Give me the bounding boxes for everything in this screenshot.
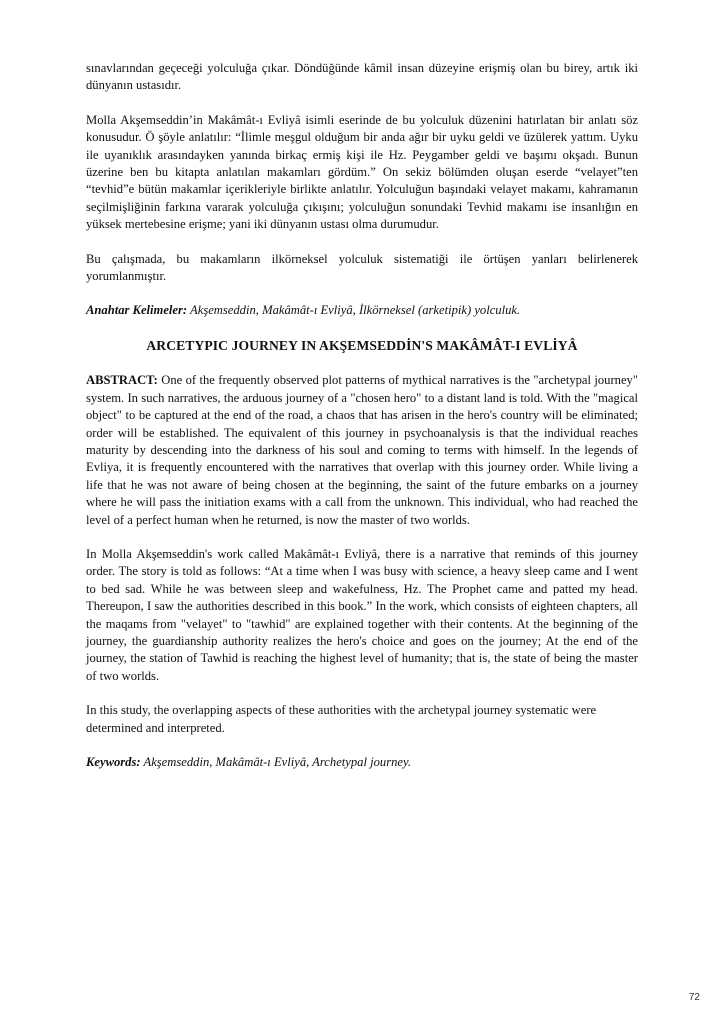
- english-paragraph-narrative: In Molla Akşemseddin's work called Makâmât-ı Evliyâ, there is a narrative that reminds of this journey order. The story is told as follows: “At a time when I was busy with science, a heavy sleep came and I went to bed sad. While he was between sleep and wakefulness, Hz. The Prophet came and patted my head. Thereupon, I saw the authorities described in this book.” In the work, which consists of eighteen chapters, all the maqams from "velayet" to "tawhid" are explained together with their contents. At the beginning of the journey, the guardianship authority realizes the hero's choice and goes on the journey; At the end of the journey, the station of Tawhid is reaching the highest level of humanity; that is, the state of being the master of two worlds.: [86, 546, 638, 683]
- turkish-paragraph-continuation: sınavlarından geçeceği yolculuğa çıkar. Döndüğünde kâmil insan düzeyine erişmiş olan bu birey, artık iki dünyanın ustasıdır.: [86, 61, 638, 93]
- turkish-paragraph-narrative: Molla Akşemseddin’in Makâmât-ı Evliyâ isimli eserinde de bu yolculuk düzenini hatırlatan bir anlatı söz konusudur. Ö şöyle anlatılır: “İlimle meşgul olduğum bir anda ağır bir uyku geldi ve üzülerek yattım. Uyku ile uyanıklık arasındayken yanında birkaç ermiş kişi ile Hz. Peygamber geldi ve başımı okşadı. Bunun üzerine ben bu kitapta anlatılan makamları gördüm.” On sekiz bölümden oluşan eserde “velayet”ten “tevhid”e bütün makamlar içerikleriyle birlikte anlatılır. Yolculuğun başındaki velayet makamı, kahramanın seçilmişliğinin farkına vararak yolculuğa çıkışını; yolculuğun sonundaki Tevhid makamı ise insanlığın en yüksek mertebesine erişme; yani iki dünyanın ustası olma durumudur.: [86, 112, 638, 232]
- turkish-keywords: [86, 302, 638, 319]
- abstract-label: ABSTRACT:: [86, 373, 158, 388]
- english-title: ARCETYPIC JOURNEY IN AKŞEMSEDDİN'S MAKÂMÂT-I EVLİYÂ: [146, 337, 578, 353]
- english-keywords-label: Keywords:: [86, 755, 141, 769]
- page-number: 72: [688, 992, 700, 1003]
- english-abstract: [86, 372, 638, 529]
- turkish-keywords-text: Akşemseddin, Makâmât-ı Evliyâ, İlkörneksel (arketipik) yolculuk.: [187, 303, 521, 318]
- english-paragraph-study: In this study, the overlapping aspects of these authorities with the archetypal journey systematic were determined and interpreted.: [86, 703, 597, 735]
- english-keywords-text: Akşemseddin, Makâmât-ı Evliyâ, Archetypal journey.: [140, 755, 412, 769]
- english-keywords: [86, 754, 638, 771]
- turkish-keywords-label: Anahtar Kelimeler:: [86, 303, 188, 318]
- abstract-text: One of the frequently observed plot patterns of mythical narratives is the "archetypal journey" system. In such narratives, the arduous journey of a "chosen hero" to a distant land is told. With the "magical object" to be captured at the end of the road, a chaos that has arisen in the hero's country will be eliminated; order will be established. The equivalent of this journey in psychoanalysis is that the individual reaches maturity by descending into the darkness of his soul and coming to terms with himself. In the legends of Evliya, it is frequently encountered with the narratives that overlap with this journey order. While living a life that he was not aware of being chosen at the beginning, the saint of the future embarks on a journey where he will pass the initiation exams with a call from the unknown. This individual, who had reached the level of a perfect human when he returned, is now the master of two worlds.: [86, 373, 638, 527]
- page-body: [86, 60, 638, 788]
- turkish-paragraph-study: Bu çalışmada, bu makamların ilkörneksel yolculuk sistematiği ile örtüşen yanları belirlenerek yorumlanmıştır.: [86, 251, 638, 284]
